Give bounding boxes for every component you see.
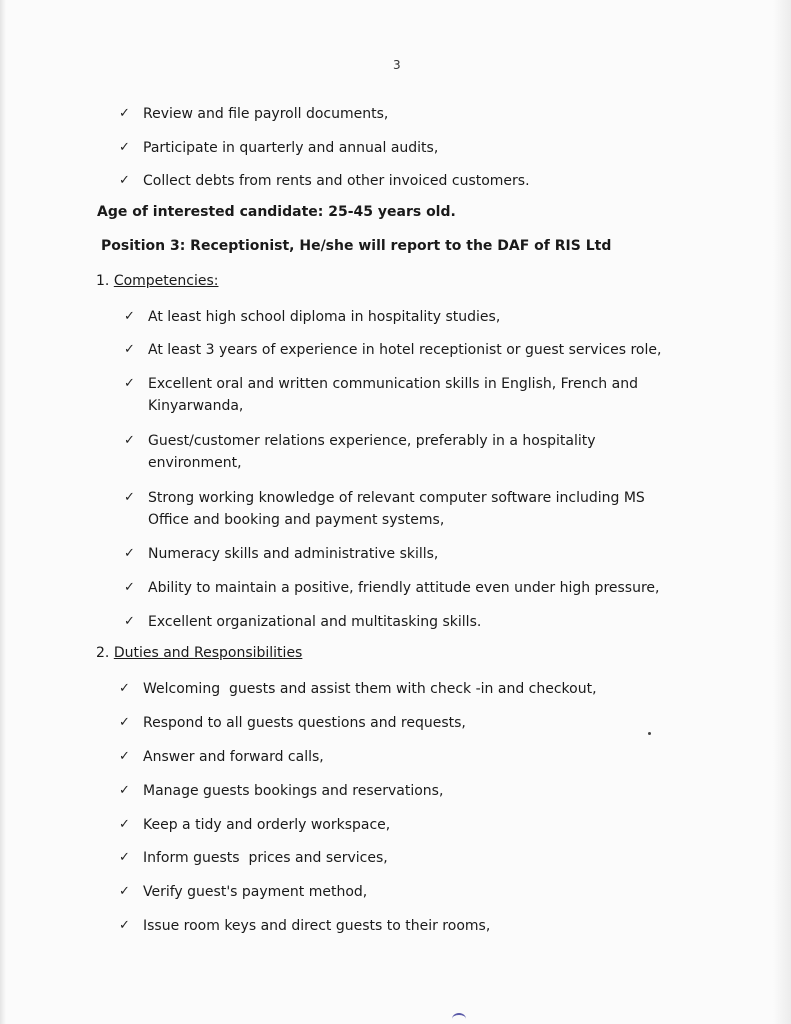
list-item-text: Answer and forward calls, [143, 749, 324, 765]
list-item [119, 678, 597, 700]
checkmark-icon: ✓ [124, 546, 135, 561]
list-item [119, 137, 438, 159]
checkmark-icon: ✓ [119, 783, 130, 798]
checkmark-icon: ✓ [119, 850, 130, 865]
list-item [124, 577, 659, 599]
checkmark-icon: ✓ [124, 433, 135, 448]
page-number: 3 [393, 58, 401, 72]
section-title: Competencies: [113, 273, 219, 289]
list-item-text: Manage guests bookings and reservations, [143, 783, 444, 799]
section-number: 2. [96, 645, 110, 661]
list-item [124, 611, 481, 633]
list-item [119, 881, 367, 903]
list-item [119, 814, 390, 836]
checkmark-icon: ✓ [119, 918, 130, 933]
list-item-text: Keep a tidy and orderly workspace, [143, 817, 391, 833]
list-item [119, 712, 466, 734]
age-requirement: Age of interested candidate: 25-45 years old. [97, 204, 456, 220]
list-item [124, 306, 500, 328]
list-item-text: Collect debts from rents and other invoiced customers. [143, 173, 530, 189]
list-item-text: Ability to maintain a positive, friendly attitude even under high pressure, [148, 580, 660, 596]
checkmark-icon: ✓ [119, 681, 130, 696]
list-item-text: Respond to all guests questions and requests, [143, 715, 466, 731]
section-number: 1. [96, 273, 110, 289]
list-item [119, 915, 490, 937]
checkmark-icon: ✓ [124, 376, 135, 391]
checkmark-icon: ✓ [119, 884, 130, 899]
list-item [119, 847, 388, 869]
list-item [124, 487, 645, 531]
list-item-text: Inform guests prices and services, [143, 850, 388, 866]
list-item-text: Numeracy skills and administrative skills, [148, 546, 439, 562]
list-item [119, 746, 324, 768]
checkmark-icon: ✓ [124, 490, 135, 505]
checkmark-icon: ✓ [119, 715, 130, 730]
checkmark-icon: ✓ [119, 140, 130, 155]
scan-speck [648, 732, 651, 735]
checkmark-icon: ✓ [119, 173, 130, 188]
list-item [124, 373, 638, 417]
scan-mark [452, 1013, 466, 1024]
checkmark-icon: ✓ [124, 614, 135, 629]
list-item [124, 339, 661, 361]
list-item-text: Participate in quarterly and annual audits, [143, 140, 439, 156]
duties-heading [96, 645, 302, 661]
list-item [124, 430, 596, 474]
checkmark-icon: ✓ [119, 817, 130, 832]
list-item [119, 780, 443, 802]
list-item-text: Issue room keys and direct guests to their rooms, [143, 918, 491, 934]
list-item [119, 170, 530, 192]
list-item-text: Excellent oral and written communication skills in English, French and Kinyarwanda, [148, 376, 638, 414]
list-item-text: Guest/customer relations experience, preferably in a hospitality environment, [148, 433, 596, 471]
checkmark-icon: ✓ [119, 106, 130, 121]
checkmark-icon: ✓ [124, 342, 135, 357]
list-item-text: At least high school diploma in hospitality studies, [148, 309, 501, 325]
list-item-text: Verify guest's payment method, [143, 884, 368, 900]
list-item [124, 543, 438, 565]
list-item-text: Excellent organizational and multitasking skills. [148, 614, 482, 630]
section-title: Duties and Responsibilities [113, 645, 303, 661]
checkmark-icon: ✓ [119, 749, 130, 764]
list-item-text: Welcoming guests and assist them with check -in and checkout, [143, 681, 597, 697]
list-item-text: Review and file payroll documents, [143, 106, 389, 122]
list-item-text: At least 3 years of experience in hotel receptionist or guest services role, [148, 342, 662, 358]
checkmark-icon: ✓ [124, 580, 135, 595]
list-item-text: Strong working knowledge of relevant computer software including MS Office and booking and payment systems, [148, 490, 645, 528]
position-heading: Position 3: Receptionist, He/she will report to the DAF of RIS Ltd [101, 238, 612, 254]
checkmark-icon: ✓ [124, 309, 135, 324]
competencies-heading [96, 273, 218, 289]
list-item [119, 103, 388, 125]
